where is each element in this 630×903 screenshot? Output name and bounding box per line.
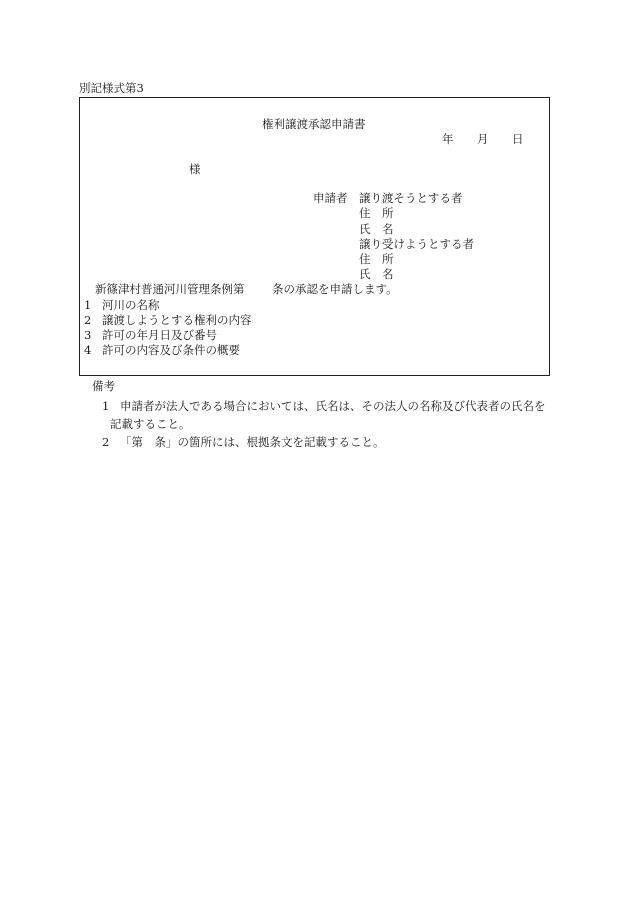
date-day: 日 xyxy=(512,132,524,146)
request-statement-end: 条の承認を申請します。 xyxy=(272,282,398,296)
item-river-name: 河川の名称 xyxy=(102,298,160,312)
item-number: 4 xyxy=(84,343,92,357)
item-right-content: 譲渡しようとする権利の内容 xyxy=(102,313,252,327)
item-number: 1 xyxy=(84,298,92,312)
note-number: 1 xyxy=(102,399,110,413)
form-number-label: 別記様式第3 xyxy=(79,81,144,95)
transferee-label: 譲り受けようとする者 xyxy=(359,237,474,251)
note-text-line: 「第 条」の箇所には、根拠条文を記載すること。 xyxy=(120,435,385,449)
item-number: 2 xyxy=(84,313,92,327)
form-title: 権利譲渡承認申請書 xyxy=(262,117,366,131)
note-text-line: 記載すること。 xyxy=(110,417,191,431)
transferee-address-label: 住 所 xyxy=(359,252,394,266)
item-permit-conditions: 許可の内容及び条件の概要 xyxy=(102,343,240,357)
transferor-label: 譲り渡そうとする者 xyxy=(359,191,463,205)
date-year: 年 xyxy=(442,132,454,146)
notes-heading: 備考 xyxy=(92,379,115,393)
item-permit-date-number: 許可の年月日及び番号 xyxy=(102,328,217,342)
transferee-name-label: 氏 名 xyxy=(359,267,394,281)
item-number: 3 xyxy=(84,328,92,342)
transferor-address-label: 住 所 xyxy=(359,206,394,220)
addressee-suffix: 様 xyxy=(189,162,201,176)
request-statement-start: 新篠津村普通河川管理条例第 xyxy=(95,282,245,296)
date-month: 月 xyxy=(477,132,489,146)
note-number: 2 xyxy=(102,435,110,449)
note-text-line: 申請者が法人である場合においては、氏名は、その法人の名称及び代表者の氏名を xyxy=(120,399,546,413)
transferor-name-label: 氏 名 xyxy=(359,222,394,236)
applicant-label: 申請者 xyxy=(313,191,348,205)
